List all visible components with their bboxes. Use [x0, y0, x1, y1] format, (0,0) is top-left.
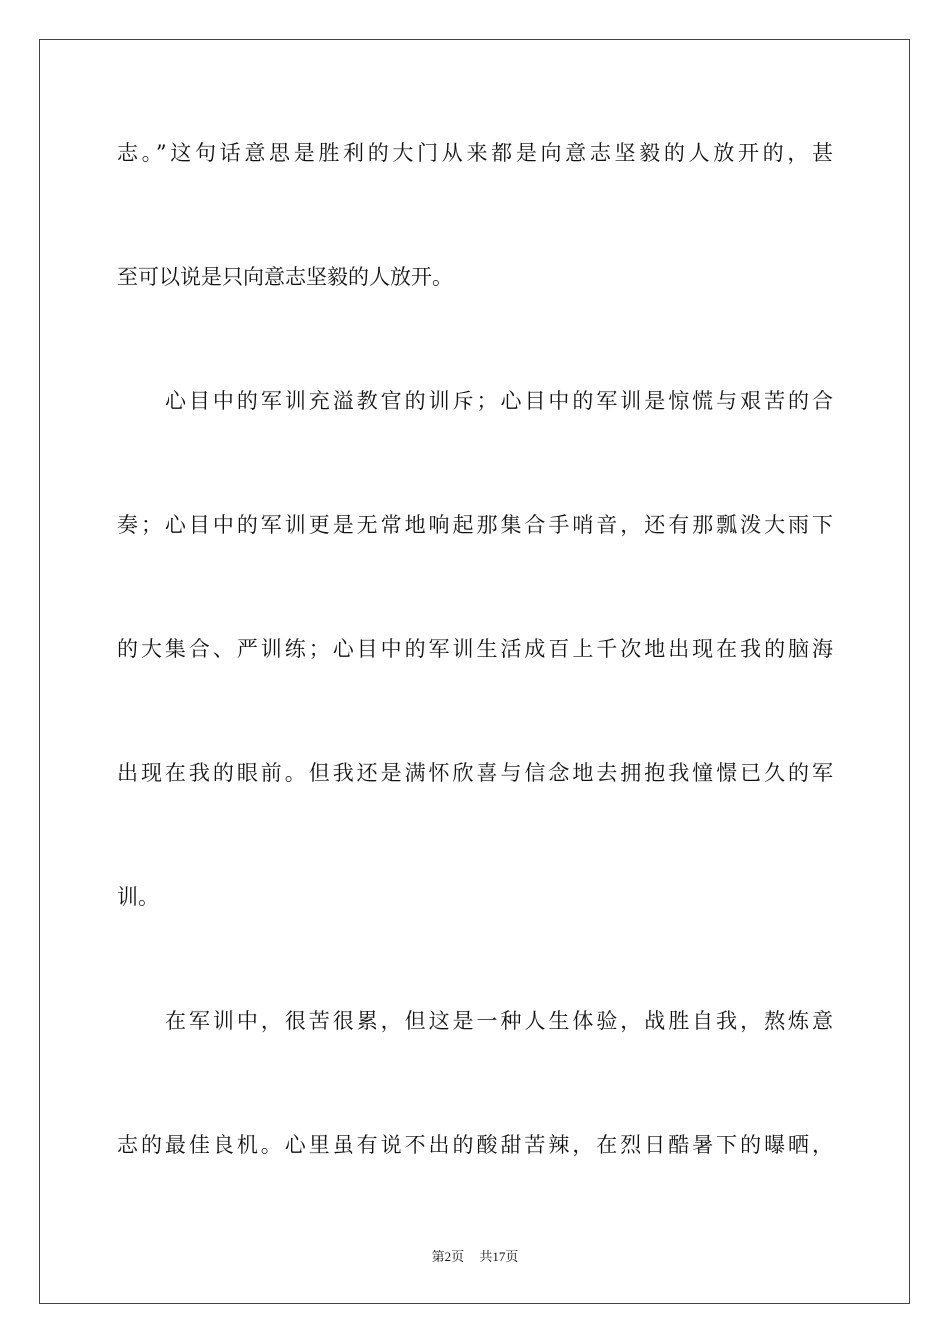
- text-line: 的大集合、严训练；心目中的军训生活成百上千次地出现在我的脑海: [117, 637, 833, 661]
- page-total: 共17页: [479, 1249, 519, 1264]
- text-line: 志。”这句话意思是胜利的大门从来都是向意志坚毅的人放开的，甚: [117, 141, 833, 165]
- page-footer: [0, 1246, 950, 1265]
- text-line: 心目中的军训充溢教官的训斥；心目中的军训是惊慌与艰苦的合: [165, 389, 833, 413]
- page-border: [39, 39, 910, 1304]
- text-line: 至可以说是只向意志坚毅的人放开。: [117, 265, 453, 289]
- text-line: 出现在我的眼前。但我还是满怀欣喜与信念地去拥抱我憧憬已久的军: [117, 761, 833, 785]
- text-line: 志的最佳良机。心里虽有说不出的酸甜苦辣，在烈日酷暑下的曝晒，: [117, 1133, 833, 1157]
- text-line: 奏；心目中的军训更是无常地响起那集合手哨音，还有那瓢泼大雨下: [117, 513, 833, 537]
- text-line: 训。: [117, 885, 159, 909]
- page-number: 第2页: [431, 1249, 465, 1264]
- text-line: 在军训中，很苦很累，但这是一种人生体验，战胜自我，熬炼意: [165, 1009, 833, 1033]
